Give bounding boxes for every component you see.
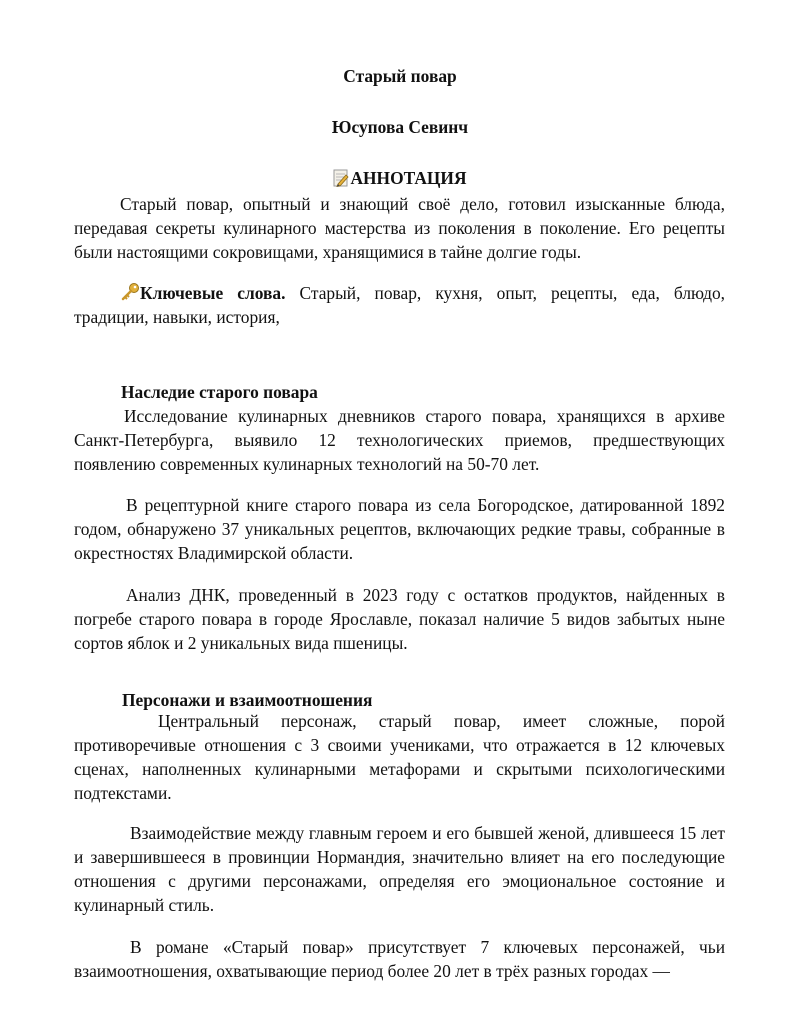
paragraph: Исследование кулинарных дневников старого повара, хранящихся в архиве Санкт-Петербурга, выявило 12 технологических приемов, предшествующих появлению современных кулинарных технологий на 50-70 лет.	[74, 406, 725, 474]
annotation-heading-row	[0, 166, 800, 190]
document-author: Юсупова Севинч	[331, 117, 469, 137]
paragraph: Центральный персонаж, старый повар, имеет сложные, порой противоречивые отношения с 3 своими учениками, что отражается в 12 ключевых сценах, наполненных кулинарными метафорами и скрытыми психологическими подтекстами.	[74, 711, 725, 803]
annotation-paragraph: Старый повар, опытный и знающий своё дело, готовил изысканные блюда, передавая секреты кулинарного мастерства из поколения в поколение. Его рецепты были настоящими сокровищами, хранящимися в тайне долгие годы.	[74, 194, 725, 262]
keywords-text: Старый, повар, кухня, опыт, рецепты, еда, блюдо, традиции, навыки, история,	[74, 283, 726, 327]
annotation-heading: АННОТАЦИЯ	[350, 168, 467, 188]
paragraph: Анализ ДНК, проведенный в 2023 году с остатков продуктов, найденных в погребе старого повара в городе Ярославле, показал наличие 5 видов забытых ныне сортов яблок и 2 уникальных вида пшеницы.	[74, 585, 725, 653]
key-icon	[120, 282, 140, 302]
document-title: Старый повар	[343, 66, 457, 86]
section-heading-legacy: Наследие старого повара	[121, 382, 318, 402]
paragraph: В рецептурной книге старого повара из села Богородское, датированной 1892 годом, обнаружено 37 уникальных рецептов, включающих редкие травы, собранные в окрестностях Владимирской области.	[74, 495, 725, 563]
keywords-label: Ключевые слова.	[140, 283, 286, 303]
section-heading-characters: Персонажи и взаимоотношения	[122, 690, 373, 710]
keywords-paragraph	[74, 281, 725, 329]
paragraph: В романе «Старый повар» присутствует 7 ключевых персонажей, чьи взаимоотношения, охватывающие период более 20 лет в трёх разных городах —	[74, 937, 725, 981]
memo-pencil-icon	[333, 169, 349, 187]
paragraph: Взаимодействие между главным героем и его бывшей женой, длившееся 15 лет и завершившееся в провинции Нормандия, значительно влияет на его последующие отношения с другими персонажами, определяя его эмоциональное состояние и кулинарный стиль.	[74, 823, 725, 915]
